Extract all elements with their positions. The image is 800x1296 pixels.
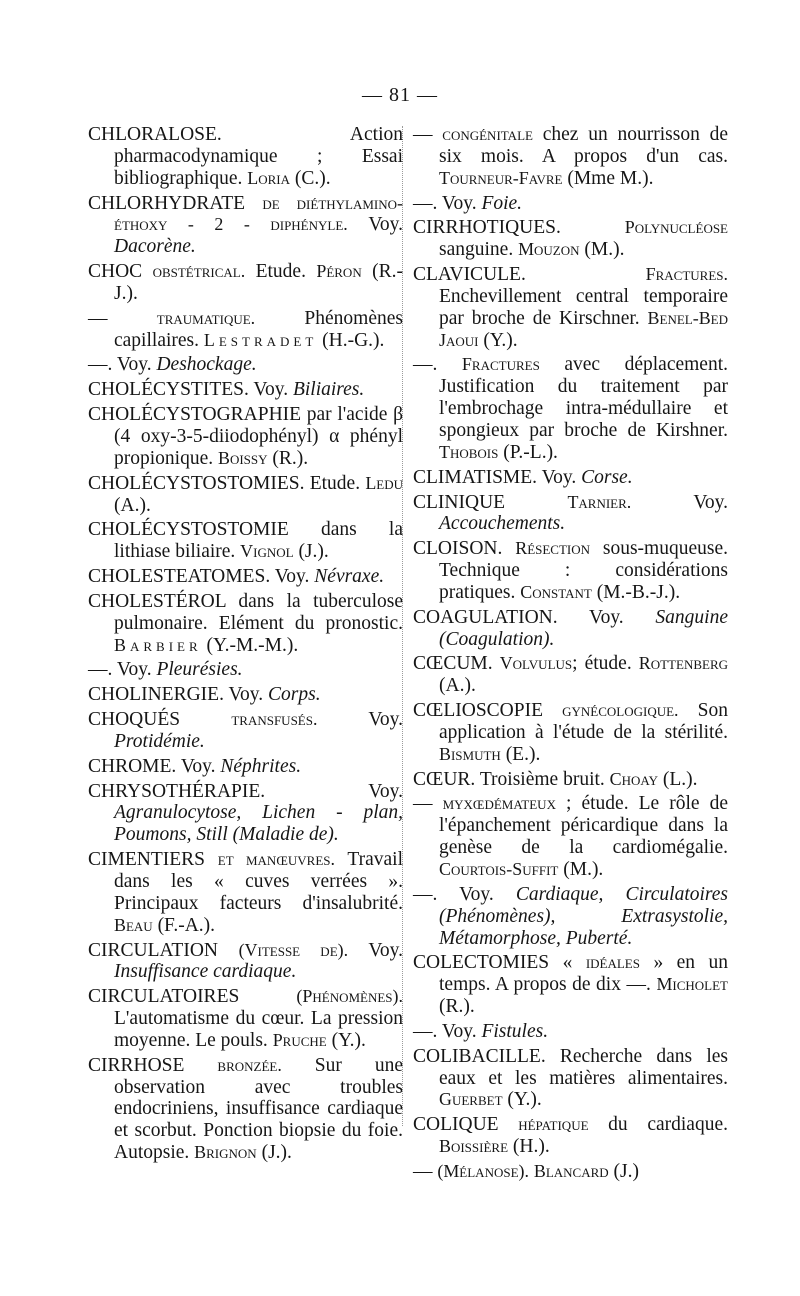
entry-text: Guerbet [439, 1089, 503, 1110]
entry-text: Agranulocytose, Lichen - plan, Poumons, Still (Maladie de). [114, 802, 403, 846]
entry-text: Mouzon [518, 239, 580, 260]
entry-text: ; étude. [572, 653, 639, 675]
index-entry [88, 354, 403, 376]
entry-text: Beau [114, 914, 153, 935]
index-entry [413, 1046, 728, 1112]
entry-text: Blancard [533, 1160, 609, 1181]
entry-text: Voy. [348, 939, 403, 961]
index-entry [88, 940, 403, 984]
entry-text: (M.). [579, 239, 625, 261]
entry-text: CHOLÉCYSTOSTOMIES. Etude. [88, 472, 366, 494]
entry-text: Résection [515, 538, 591, 559]
entry-text: (Y.). [478, 329, 518, 351]
index-entry [88, 1055, 403, 1164]
entry-text: hépatique [518, 1114, 589, 1135]
entry-text: — [88, 307, 157, 329]
entry-text: obstétrical. [152, 261, 246, 282]
left-column [88, 124, 403, 1167]
entry-text: Voy. [631, 491, 728, 513]
entry-text: (Y.). [502, 1089, 542, 1111]
entry-text: Rottenberg [638, 653, 728, 674]
entry-text: Voy. [317, 709, 404, 731]
entry-text: CŒLIOSCOPIE [413, 700, 563, 722]
index-entry [413, 193, 728, 215]
entry-text: (H.-G.). [317, 329, 385, 351]
entry-text: » en un temps. A propos de dix —. [439, 952, 728, 996]
entry-text: —. [413, 354, 462, 376]
entry-text: congénitale [442, 124, 533, 144]
right-column [413, 124, 728, 1186]
entry-text: (C.). [289, 167, 331, 189]
entry-text: (L.). [658, 768, 698, 790]
entry-text: Etude. [245, 261, 317, 283]
entry-text: Pruche [272, 1029, 327, 1050]
entry-text: Travail dans les « cuves verrées ». Principaux facteurs d'insalubrité. [114, 849, 403, 914]
entry-text: avec déplacement. Justification du traitement par l'embrochage intra-médullaire et spongieux par broche de Kirshner. [439, 354, 729, 441]
index-entry [88, 659, 403, 681]
entry-text: Névraxe. [314, 566, 385, 588]
entry-text: CIRRHOSE [88, 1054, 218, 1076]
index-entry [88, 591, 403, 657]
entry-text: Polynucléose [624, 217, 728, 238]
entry-text: CLOISON. [413, 538, 516, 560]
index-entry [88, 193, 403, 259]
entry-text: CHOQUÉS [88, 709, 232, 731]
entry-text: transfusés. [231, 709, 318, 730]
entry-text: (Y.-M.-M.). [201, 634, 299, 656]
entry-text: Brignon [194, 1142, 257, 1163]
entry-text: idéales [585, 952, 640, 973]
index-entry [88, 519, 403, 563]
entry-text: —. Voy. [413, 192, 482, 214]
index-entry [413, 769, 728, 791]
entry-text: Tarnier. [567, 491, 632, 512]
index-entry [88, 379, 403, 401]
entry-text: (E.). [500, 743, 541, 765]
entry-text: Boissière [439, 1136, 509, 1157]
index-entry [413, 653, 728, 697]
entry-text: CŒCUM. [413, 653, 500, 675]
entry-text: Loria [247, 167, 290, 188]
entry-text: (R.-J.). [114, 261, 403, 304]
entry-text: (Mme M.). [562, 167, 654, 189]
entry-text: —. Voy. [88, 659, 157, 681]
entry-text: Thobois [439, 441, 499, 462]
index-entry [413, 1161, 728, 1183]
entry-text: CHLORHYDRATE [88, 192, 263, 214]
entry-text: —. Voy. [88, 354, 157, 376]
index-entry [88, 566, 403, 588]
entry-text: CIMENTIERS [88, 849, 218, 871]
index-entry [88, 709, 403, 753]
index-entry [413, 264, 728, 351]
entry-text: CHLORALOSE. Action pharmacodynamique ; Essai bibliographique. [88, 124, 403, 189]
entry-text: (Mélanose). [437, 1160, 529, 1181]
entry-text: Corps. [268, 684, 321, 706]
entry-text: CLIMATISME. Voy. [413, 466, 582, 488]
entry-text: Ledu [365, 472, 403, 493]
entry-text: Tourneur-Favre [439, 167, 563, 188]
index-entry [413, 1021, 728, 1043]
entry-text: COLECTOMIES « [413, 952, 586, 974]
index-entry [413, 124, 728, 190]
entry-text: Lestradet [203, 329, 318, 350]
entry-text: (A.). [114, 494, 151, 516]
entry-text: Courtois-Suffit [439, 859, 559, 879]
index-entry [88, 986, 403, 1052]
entry-text: (Y.). [326, 1029, 366, 1051]
entry-text: Phénomènes capillaires. [114, 307, 403, 351]
index-entry [88, 473, 403, 517]
index-entry [88, 756, 403, 778]
index-entry [88, 124, 403, 190]
entry-text: Fractures [461, 354, 540, 375]
index-entry [413, 952, 728, 1018]
entry-text: CHOLÉCYSTITES. Voy. [88, 379, 293, 401]
entry-text: (A.). [439, 675, 476, 697]
entry-text: CHROME. Voy. [88, 755, 221, 777]
entry-text: (Phénomènes). [296, 986, 403, 1007]
entry-text: (P.-L.). [498, 441, 558, 463]
entry-text: Choay [609, 768, 658, 789]
entry-text: Enchevillement central temporaire par broche de Kirschner. [439, 285, 728, 329]
index-entry [88, 684, 403, 706]
entry-text: — [413, 793, 443, 815]
entry-text: (M.). [558, 859, 604, 880]
index-entry [413, 467, 728, 489]
entry-text: sanguine. [439, 239, 519, 261]
entry-text: (J.). [256, 1142, 292, 1164]
index-entry [413, 607, 728, 651]
entry-text: Sur une observation avec troubles endocriniens, insuffisance cardiaque et scorbut. Ponction biopsie du foie. Autopsie. [114, 1054, 404, 1164]
entry-text: CLAVICULE. [413, 264, 646, 286]
entry-text: Deshockage. [156, 354, 257, 376]
entry-text: CIRCULATION [88, 939, 239, 961]
entry-text: et manœuvres. [217, 849, 335, 870]
entry-text: CLINIQUE [413, 491, 568, 513]
entry-text: Benel-Bed Jaoui [439, 307, 728, 350]
index-entry [88, 781, 403, 847]
entry-text: (J.). [293, 541, 329, 563]
entry-text: CHRYSOTHÉRAPIE. Voy. [88, 780, 403, 802]
index-entry [413, 793, 728, 880]
entry-text: Son application à l'étude de la stérilité. [439, 700, 728, 743]
entry-text: CHOLESTÉROL dans la tuberculose pulmonaire. Elément du pronostic. [88, 590, 403, 634]
entry-text: — [413, 124, 443, 145]
entry-text: (Vitesse de). [238, 939, 349, 960]
entry-text: ; étude. Le rôle de l'épanchement péricardique dans la genèse de la cardiomégalie. [439, 793, 729, 859]
index-entry [413, 217, 728, 261]
entry-text: Boissy [217, 447, 268, 468]
entry-text: Cardiaque, Circulatoires (Phénomènes), Extrasystolie, Métamorphose, Puberté. [439, 883, 729, 949]
page-number: — 81 — [362, 84, 438, 106]
entry-text: Néphrites. [220, 755, 302, 777]
entry-text: Pleurésies. [156, 659, 243, 681]
entry-text: Constant [520, 581, 592, 602]
entry-text: (H.). [508, 1136, 550, 1158]
entry-text: —. Voy. [413, 1020, 482, 1042]
entry-text: Insuffisance cardiaque. [114, 961, 297, 983]
entry-text: CIRRHOTIQUES. [413, 217, 625, 239]
entry-text: myxœdémateux [442, 793, 556, 814]
index-entry [413, 354, 728, 463]
entry-text: —. Voy. [413, 883, 516, 905]
entry-text: (F.-A.). [152, 914, 216, 936]
entry-text: de diéthylamino-éthoxy - 2 - diphényle. [114, 192, 403, 235]
entry-text: L'automatisme du cœur. La pression moyenne. Le pouls. [114, 1008, 403, 1051]
entry-text: COAGULATION. Voy. [413, 606, 656, 628]
entry-text: Accouchements. [439, 513, 566, 535]
index-entry [413, 884, 728, 950]
index-entry [88, 849, 403, 936]
entry-text: chez un nourrisson de six mois. A propos d'un cas. [439, 124, 729, 167]
entry-text: du cardiaque. [588, 1114, 728, 1136]
index-entry [413, 1114, 728, 1158]
entry-text: COLIBACILLE. Recherche dans les eaux et les matières alimentaires. [413, 1045, 728, 1089]
index-entry [88, 261, 403, 305]
index-entry [413, 492, 728, 536]
entry-text: CHOC [88, 261, 153, 283]
entry-text: Bismuth [439, 743, 501, 764]
entry-text: sous-muqueuse. Technique : considérations pratiques. [439, 538, 728, 603]
entry-text: CHOLÉCYSTOGRAPHIE par l'acide β (4 oxy-3-5-diiodophényl) α phényl propionique. [88, 404, 403, 469]
entry-text: — [413, 1160, 438, 1182]
index-entry [88, 308, 403, 352]
entry-text: Voy. [347, 214, 403, 236]
entry-text: bronzée. [217, 1054, 282, 1075]
entry-text: Dacorène. [114, 236, 196, 258]
entry-text: Foie. [481, 192, 523, 214]
entry-text: COLIQUE [413, 1114, 519, 1136]
entry-text: Corse. [581, 466, 633, 488]
entry-text: (J.) [608, 1160, 639, 1182]
entry-text: CHOLÉCYSTOSTOMIE dans la lithiase biliaire. [88, 519, 403, 563]
entry-text: (R.). [267, 447, 309, 469]
entry-text: Fistules. [481, 1020, 549, 1042]
entry-text: traumatique. [156, 307, 256, 328]
entry-text: (M.-B.-J.). [591, 581, 681, 603]
entry-text: Vignol [240, 541, 294, 562]
entry-text: Barbier [114, 634, 202, 655]
entry-text: Protidémie. [114, 730, 205, 752]
entry-text: Péron [316, 261, 362, 282]
entry-text: CIRCULATOIRES [88, 986, 297, 1008]
entry-text: Biliaires. [292, 379, 365, 401]
entry-text: Fractures. [645, 264, 728, 285]
index-entry [413, 700, 728, 766]
entry-text: Sanguine (Coagulation). [439, 606, 728, 650]
entry-text: CŒUR. Troisième bruit. [413, 768, 610, 790]
entry-text: Micholet [656, 974, 728, 995]
entry-text: CHOLINERGIE. Voy. [88, 684, 269, 706]
entry-text: gynécologique. [562, 700, 679, 721]
entry-text: Volvulus [499, 653, 573, 674]
entry-text: CHOLESTEATOMES. Voy. [88, 566, 315, 588]
index-entry [413, 538, 728, 604]
index-entry [88, 404, 403, 470]
entry-text: (R.). [439, 996, 475, 1018]
